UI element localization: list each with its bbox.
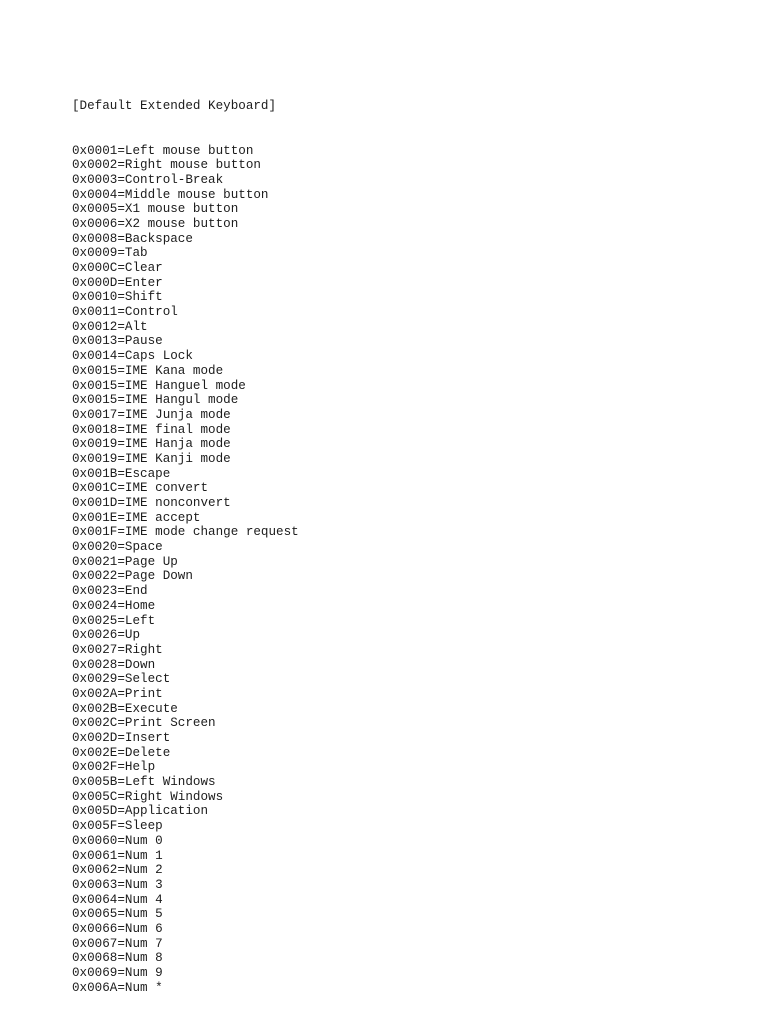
key-code-entry: 0x0015=IME Kana mode bbox=[72, 363, 224, 378]
key-code-entry: 0x0024=Home bbox=[72, 598, 156, 613]
key-code-entry: 0x005F=Sleep bbox=[72, 819, 163, 834]
key-code-entry: 0x005C=Right Windows bbox=[72, 789, 224, 804]
key-code-entry: 0x0029=Select bbox=[72, 672, 171, 687]
key-code-entry: 0x0018=IME final mode bbox=[72, 422, 231, 437]
key-code-entry: 0x0020=Space bbox=[72, 540, 163, 555]
key-code-entry: 0x0021=Page Up bbox=[72, 554, 178, 569]
key-code-entry: 0x001D=IME nonconvert bbox=[72, 496, 231, 510]
key-code-entry: 0x0003=Control-Break bbox=[72, 172, 224, 187]
key-code-entry: 0x0060=Num 0 bbox=[72, 833, 163, 848]
document-body bbox=[72, 70, 752, 1010]
key-code-entry: 0x002B=Execute bbox=[72, 701, 178, 716]
key-code-entry: 0x0019=IME Kanji mode bbox=[72, 451, 231, 466]
key-code-entry: 0x0002=Right mouse button bbox=[72, 158, 261, 173]
key-code-entry: 0x0019=IME Hanja mode bbox=[72, 437, 231, 452]
key-code-entry: 0x002D=Insert bbox=[72, 731, 171, 745]
key-code-entry: 0x000D=Enter bbox=[72, 275, 163, 290]
key-code-entry: 0x0012=Alt bbox=[72, 319, 148, 334]
key-code-entry: 0x0022=Page Down bbox=[72, 569, 193, 584]
key-code-entry: 0x0005=X1 mouse button bbox=[72, 202, 239, 217]
section-header: [Default Extended Keyboard] bbox=[72, 99, 277, 114]
key-code-entry: 0x002F=Help bbox=[72, 760, 156, 775]
key-code-entry: 0x002E=Delete bbox=[72, 745, 171, 760]
key-code-entry: 0x0010=Shift bbox=[72, 290, 163, 305]
key-code-entry: 0x0028=Down bbox=[72, 657, 156, 672]
key-code-entry: 0x001E=IME accept bbox=[72, 510, 201, 525]
key-code-entry: 0x0069=Num 9 bbox=[72, 966, 163, 980]
key-code-entry: 0x0025=Left bbox=[72, 613, 156, 628]
key-code-entry: 0x0066=Num 6 bbox=[72, 921, 163, 936]
key-code-entry: 0x0015=IME Hanguel mode bbox=[72, 378, 246, 393]
key-code-entry: 0x002A=Print bbox=[72, 686, 163, 701]
key-code-entry: 0x001F=IME mode change request bbox=[72, 525, 299, 540]
key-code-entry: 0x0026=Up bbox=[72, 628, 141, 643]
key-code-entry: 0x005B=Left Windows bbox=[72, 775, 216, 790]
key-code-entry: 0x0008=Backspace bbox=[72, 231, 193, 246]
key-code-entry: 0x0065=Num 5 bbox=[72, 907, 163, 922]
key-code-list bbox=[72, 144, 752, 996]
key-code-entry: 0x0027=Right bbox=[72, 642, 163, 657]
key-code-entry: 0x0062=Num 2 bbox=[72, 863, 163, 878]
key-code-entry: 0x0023=End bbox=[72, 584, 148, 599]
key-code-entry: 0x0064=Num 4 bbox=[72, 892, 163, 907]
key-code-entry: 0x006A=Num * bbox=[72, 980, 163, 995]
key-code-entry: 0x0006=X2 mouse button bbox=[72, 216, 239, 231]
key-code-entry: 0x0067=Num 7 bbox=[72, 936, 163, 951]
key-code-entry: 0x0061=Num 1 bbox=[72, 848, 163, 863]
key-code-entry: 0x005D=Application bbox=[72, 804, 209, 819]
key-code-entry: 0x0011=Control bbox=[72, 305, 178, 320]
key-code-entry: 0x0015=IME Hangul mode bbox=[72, 393, 239, 408]
key-code-entry: 0x0004=Middle mouse button bbox=[72, 187, 269, 202]
key-code-entry: 0x0013=Pause bbox=[72, 334, 163, 349]
key-code-entry: 0x0063=Num 3 bbox=[72, 877, 163, 892]
key-code-entry: 0x0014=Caps Lock bbox=[72, 349, 193, 364]
key-code-entry: 0x0068=Num 8 bbox=[72, 951, 163, 966]
key-code-entry: 0x001B=Escape bbox=[72, 466, 171, 481]
key-code-entry: 0x0017=IME Junja mode bbox=[72, 407, 231, 422]
key-code-entry: 0x002C=Print Screen bbox=[72, 716, 216, 731]
key-code-entry: 0x0001=Left mouse button bbox=[72, 143, 254, 158]
key-code-entry: 0x000C=Clear bbox=[72, 261, 163, 275]
key-code-entry: 0x0009=Tab bbox=[72, 246, 148, 261]
key-code-entry: 0x001C=IME convert bbox=[72, 481, 209, 496]
